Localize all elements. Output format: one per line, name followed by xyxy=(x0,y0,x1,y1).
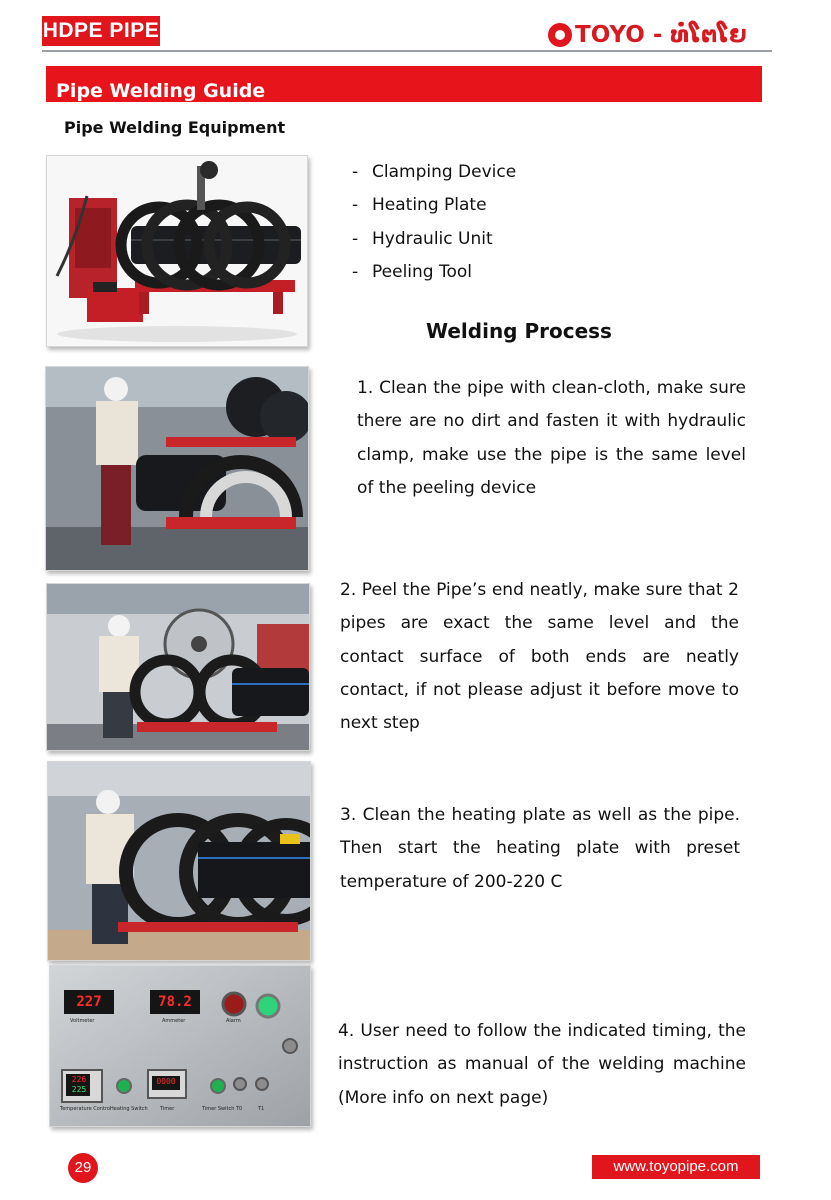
list-item: - Hydraulic Unit xyxy=(352,228,493,249)
toyo-logo xyxy=(548,18,747,52)
website-link[interactable]: www.toyopipe.com xyxy=(592,1155,760,1179)
cleaning-pipe-photo xyxy=(45,366,309,571)
header-divider xyxy=(42,50,772,52)
section-title: Pipe Welding Guide xyxy=(56,80,266,102)
voltmeter-display: 227 xyxy=(76,994,102,1010)
peeling-pipe-photo xyxy=(46,583,310,751)
heating-plate-photo xyxy=(47,761,311,961)
list-item-label: Heating Plate xyxy=(372,195,487,216)
process-step-3: 3. Clean the heating plate as well as the pipe. Then start the heating plate with preset temperature of 200-220 C xyxy=(340,805,740,892)
timer-switch-label: Timer Switch xyxy=(202,1106,235,1112)
logo-ring-icon xyxy=(548,23,572,47)
list-item-label: Hydraulic Unit xyxy=(372,228,493,249)
process-heading: Welding Process xyxy=(426,319,612,343)
equipment-list xyxy=(352,156,516,289)
alarm-label: Alarm xyxy=(226,1018,241,1024)
page-number: 29 xyxy=(68,1153,98,1183)
heating-switch-label: Heating Switch xyxy=(110,1106,148,1112)
list-item-label: Clamping Device xyxy=(372,162,517,182)
list-item-label: Peeling Tool xyxy=(372,261,472,282)
list-item: - Heating Plate xyxy=(352,195,487,216)
t1-label: T1 xyxy=(258,1106,265,1112)
t0-label: T0 xyxy=(236,1106,243,1112)
timer-display: 0000 xyxy=(156,1077,176,1086)
ammeter-display: 78.2 xyxy=(158,994,192,1010)
temp-display-bottom: 225 xyxy=(71,1085,87,1094)
ammeter-label: Ammeter xyxy=(162,1018,186,1024)
logo-text: TOYO - ທໍ່ໂຕໂຍ xyxy=(575,22,747,48)
equipment-heading: Pipe Welding Equipment xyxy=(64,118,286,137)
control-panel-photo xyxy=(49,965,311,1127)
voltmeter-label: Voltmeter xyxy=(70,1018,95,1024)
process-step-4: 4. User need to follow the indicated timing, the instruction as manual of the welding machine (More info on next page) xyxy=(338,1021,746,1108)
welding-machine-photo xyxy=(46,155,308,347)
temp-display-top: 226 xyxy=(71,1075,87,1084)
temperature-control-label: Temperature Control xyxy=(60,1106,112,1112)
list-item: - Peeling Tool xyxy=(352,261,472,282)
category-tag: HDPE PIPE xyxy=(42,16,160,46)
process-step-1: 1. Clean the pipe with clean-cloth, make sure there are no dirt and fasten it with hydraulic clamp, make use the pipe is the same level of the peeling device xyxy=(357,378,746,498)
process-step-2: 2. Peel the Pipe’s end neatly, make sure that 2 pipes are exact the same level and the contact surface of both ends are neatly contact, if not please adjust it before move to next step xyxy=(340,580,739,734)
list-item: - Clamping Device xyxy=(352,162,517,182)
timer-label: Timer xyxy=(160,1106,175,1112)
